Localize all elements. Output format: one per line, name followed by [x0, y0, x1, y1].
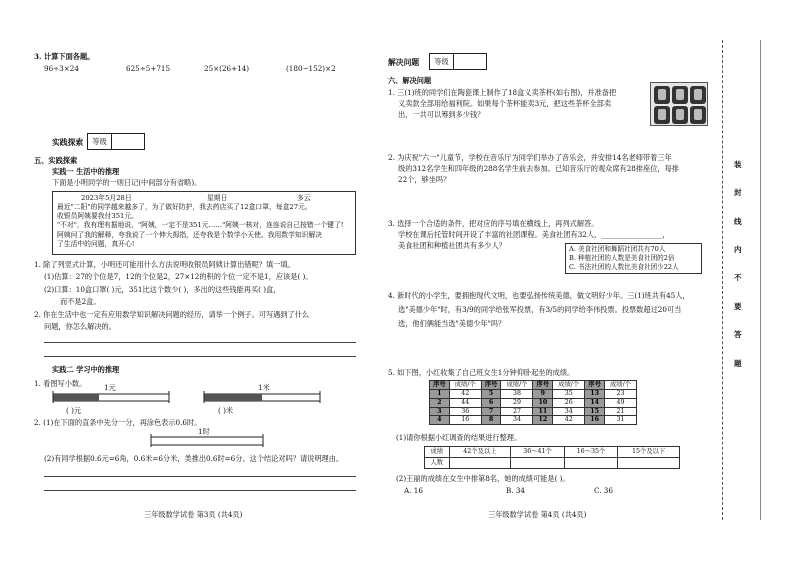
table-cell: 9	[533, 389, 553, 398]
table-cell: 34	[553, 407, 585, 416]
binding-line	[722, 40, 723, 520]
table-cell: 2	[430, 398, 450, 407]
calc-item-1: 96÷3×24	[44, 64, 79, 73]
stats-header-cell: 15个及以下	[618, 447, 680, 458]
q1-line: 义卖款全部用给福利院。如果每个茶杯能卖3元，把这些茶杯全部卖	[398, 99, 612, 108]
yuan-bar	[52, 390, 172, 406]
bar-label-yuan: 1元	[104, 383, 116, 392]
choice-a[interactable]: A. 16	[404, 486, 423, 495]
stats-header-row	[425, 447, 680, 458]
stats-row	[425, 458, 680, 469]
meter-bar	[203, 390, 323, 406]
table-row	[430, 407, 637, 416]
q3-title: 3. 计算下面各题。	[34, 52, 95, 61]
solve-header-label: 解决问题	[388, 58, 420, 67]
table-row	[430, 416, 637, 425]
practice-grade-box	[87, 133, 145, 150]
diary-weekday: 星期日	[207, 194, 228, 202]
table-cell: 10	[533, 398, 553, 407]
task1-q1-sub1: (1)估算：27的个位是7，12的个位是2，27×12的积的个位一定不是1，应该是( )。	[44, 272, 313, 281]
blank-yuan[interactable]: ( )元	[66, 406, 82, 415]
stats-table	[424, 446, 680, 469]
q2-line: 22个，够坐吗？	[398, 175, 451, 184]
answer-line[interactable]	[44, 356, 356, 357]
diary-date: 2023年5月28日	[81, 194, 132, 202]
table-cell: 49	[604, 398, 636, 407]
table-cell: 8	[481, 416, 501, 425]
sidebar-char: 不	[734, 273, 742, 282]
task1-q2-text2: 问题，你怎么解决的。	[44, 322, 116, 331]
q5-sub2: (2)王丽的成绩在女生中排第8名，她的成绩可能是( )。	[396, 474, 570, 483]
stats-row-label: 人数	[425, 458, 450, 469]
scores-table	[429, 380, 637, 425]
q3-line: 学校在课后托管时间开设了丰富的社团课程。美食社团有32人，_________________，	[398, 230, 670, 239]
table-header-cell: 成绩/个	[501, 381, 533, 390]
task1-q1-text: 1. 除了列竖式计算，小明还可能用什么方法说明收银员阿姨计算出错呢？填一填。	[34, 260, 295, 269]
q3-line: 3. 选择一个合适的条件，把对应的序号填在横线上，再列式解答。	[388, 219, 599, 228]
table-cell: 4	[430, 416, 450, 425]
table-cell: 5	[481, 389, 501, 398]
table-cell: 44	[449, 398, 481, 407]
table-cell: 29	[501, 398, 533, 407]
diary-line: 了生活中的问题，真开心!	[57, 239, 135, 248]
q2-line: 级的312名学生和四年级的288名学生前去参加。已知音乐厅的观众席有28排座位，每排	[398, 164, 679, 173]
teacups-image	[650, 82, 708, 126]
hour-bar[interactable]	[150, 434, 266, 448]
table-cell: 42	[553, 416, 585, 425]
condition-options-box	[565, 243, 702, 274]
sidebar-char: 答	[734, 330, 742, 339]
sidebar-char: 封	[734, 188, 742, 197]
answer-line[interactable]	[44, 476, 356, 477]
page-footer-right: 三年级数学试卷 第4页 (共4页)	[488, 510, 587, 519]
answer-line[interactable]	[44, 342, 356, 343]
stats-header-cell: 42个及以上	[449, 447, 511, 458]
task2-q2-sub2: (2)有同学根据0.6元=6角，0.6米=6分米，类推出0.6时=6分。这个结论对吗？请说明理由。	[44, 454, 344, 463]
table-header-cell: 成绩/个	[604, 381, 636, 390]
choice-c[interactable]: C. 36	[594, 486, 613, 495]
calc-item-4: (180−152)×2	[286, 64, 336, 73]
task2-title: 实践二 学习中的推理	[52, 365, 120, 374]
table-header-cell: 序号	[585, 381, 605, 390]
q1-line: 1. 三(1)班的同学们在陶瓷课上制作了18盒义卖茶杯(如右图)，并准备把	[388, 88, 617, 97]
solve-grade-label: 等级	[430, 54, 454, 69]
calc-item-3: 25×(26+14)	[204, 64, 250, 73]
practice-header-label: 实践探索	[52, 138, 84, 147]
diary-line: 最近"二阳"的同学越来越多了，为了做好防护，我去药店买了12盒口罩，每盒27元。	[57, 203, 312, 211]
table-cell: 21	[604, 407, 636, 416]
bar-label-mi: 1米	[258, 383, 270, 392]
binding-line-outer	[760, 40, 761, 520]
table-header-cell: 序号	[533, 381, 553, 390]
table-header-cell: 序号	[430, 381, 450, 390]
stats-header-cell: 成绩	[425, 447, 450, 458]
section5-title: 五、实践探索	[34, 156, 78, 165]
task1-q2-text: 2. 你在生活中也一定有应用数学知识解决问题的经历，请举一个例子。可写遇到了什么	[34, 310, 310, 319]
table-cell: 15	[585, 407, 605, 416]
table-cell: 16	[585, 416, 605, 425]
diary-line: "不对"，我有理有据地说，"阿姨，一定不是351元……"阿姨一核对，连连说自己按错一个键了!	[57, 221, 344, 230]
table-row	[430, 389, 637, 398]
table-header-cell: 成绩/个	[449, 381, 481, 390]
table-cell: 3	[430, 407, 450, 416]
table-cell: 27	[501, 407, 533, 416]
condition-option-b: B. 种植社团的人数是美食社团的2倍	[569, 253, 675, 262]
sidebar-char: 内	[734, 245, 742, 254]
table-header-cell: 序号	[481, 381, 501, 390]
table-cell: 13	[585, 389, 605, 398]
stats-input-cell[interactable]	[511, 458, 564, 469]
table-cell: 36	[449, 407, 481, 416]
stats-input-cell[interactable]	[564, 458, 617, 469]
q5-sub1: (1)请你根据小红调查的结果进行整理。	[396, 433, 522, 442]
table-row	[430, 398, 637, 407]
stats-input-cell[interactable]	[449, 458, 511, 469]
answer-line[interactable]	[44, 490, 356, 491]
table-cell: 35	[553, 389, 585, 398]
task2-q1-text: 1. 看图写小数。	[34, 379, 87, 388]
table-cell: 31	[604, 416, 636, 425]
page-footer-left: 三年级数学试卷 第3页 (共4页)	[144, 510, 243, 519]
calc-item-2: 625÷5+715	[126, 64, 171, 73]
q4-line: 4. 新时代的小学生，要拥抱现代文明，也要弘扬传统美德，做文明好少年。三(1)班共有45人，	[388, 291, 690, 300]
stats-input-cell[interactable]	[618, 458, 680, 469]
sidebar-char: 线	[734, 217, 742, 226]
sidebar-char: 要	[734, 302, 742, 311]
table-cell: 26	[553, 398, 585, 407]
task2-q2-text: 2. (1)在下面的直条中先分一分，再涂色表示0.6时。	[34, 418, 202, 427]
q2-line: 2. 为庆祝"六一"儿童节，学校在音乐厅为同学们举办了音乐会，并安排14名老师带着三年	[388, 153, 672, 162]
q1-line: 出，一共可以筹到多少钱？	[398, 110, 485, 119]
task1-title: 实践一 生活中的推理	[52, 167, 120, 176]
condition-option-c: C. 书法社团的人数比美食社团少22人	[569, 262, 679, 271]
table-cell: 34	[501, 416, 533, 425]
table-header-row	[430, 381, 637, 390]
diary-weather: 多云	[297, 194, 311, 202]
q3-line: 美食社团和种植社团共有多少人？	[398, 241, 506, 250]
table-cell: 7	[481, 407, 501, 416]
task1-q1-sub2b: 而不是2盒。	[60, 297, 101, 306]
practice-grade-label: 等级	[88, 134, 112, 149]
table-cell: 38	[501, 389, 533, 398]
q5-text: 5. 如下图，小红收集了自己班女生1分钟仰卧起坐的成绩。	[388, 368, 575, 377]
diary-line: 收银员阿姨要我付351元。	[57, 212, 138, 221]
solve-grade-box	[429, 53, 487, 70]
diary-line: 阿姨问了我的解释，夸我说了一个伸大拇指，还夸我是个数学小天使。我用数学知识解决	[57, 230, 323, 239]
sidebar-char: 题	[734, 359, 742, 368]
section6-title: 六、解决问题	[388, 76, 432, 85]
stats-header-cell: 36～41个	[511, 447, 564, 458]
table-cell: 16	[449, 416, 481, 425]
table-cell: 14	[585, 398, 605, 407]
table-header-cell: 成绩/个	[553, 381, 585, 390]
table-cell: 23	[604, 389, 636, 398]
table-cell: 6	[481, 398, 501, 407]
blank-mi[interactable]: ( )米	[218, 406, 234, 415]
table-cell: 12	[533, 416, 553, 425]
diary-box	[52, 191, 356, 255]
table-cell: 1	[430, 389, 450, 398]
task1-q1-sub2: (2)口算：10盒口罩( )元，351比这个数少( )，多出的这些钱能再买( )盒，	[44, 285, 281, 294]
bar-label-hour: 1时	[198, 427, 210, 436]
task1-intro: 下面是小明同学的一则日记(中间部分有省略)。	[52, 178, 202, 187]
q4-line: 选"美德少年"时，有3/9的同学给张军投票，有3/5的同学给李伟投票。投票数超过20可当	[398, 305, 682, 314]
choice-b[interactable]: B. 34	[506, 486, 525, 495]
table-cell: 11	[533, 407, 553, 416]
condition-option-a: A. 美食社团和舞蹈社团共有70人	[569, 245, 666, 253]
sidebar-char: 装	[734, 160, 742, 169]
q4-line: 选，他们俩能当选"美德少年"吗？	[398, 319, 506, 328]
stats-header-cell: 16～35个	[564, 447, 617, 458]
table-cell: 42	[449, 389, 481, 398]
